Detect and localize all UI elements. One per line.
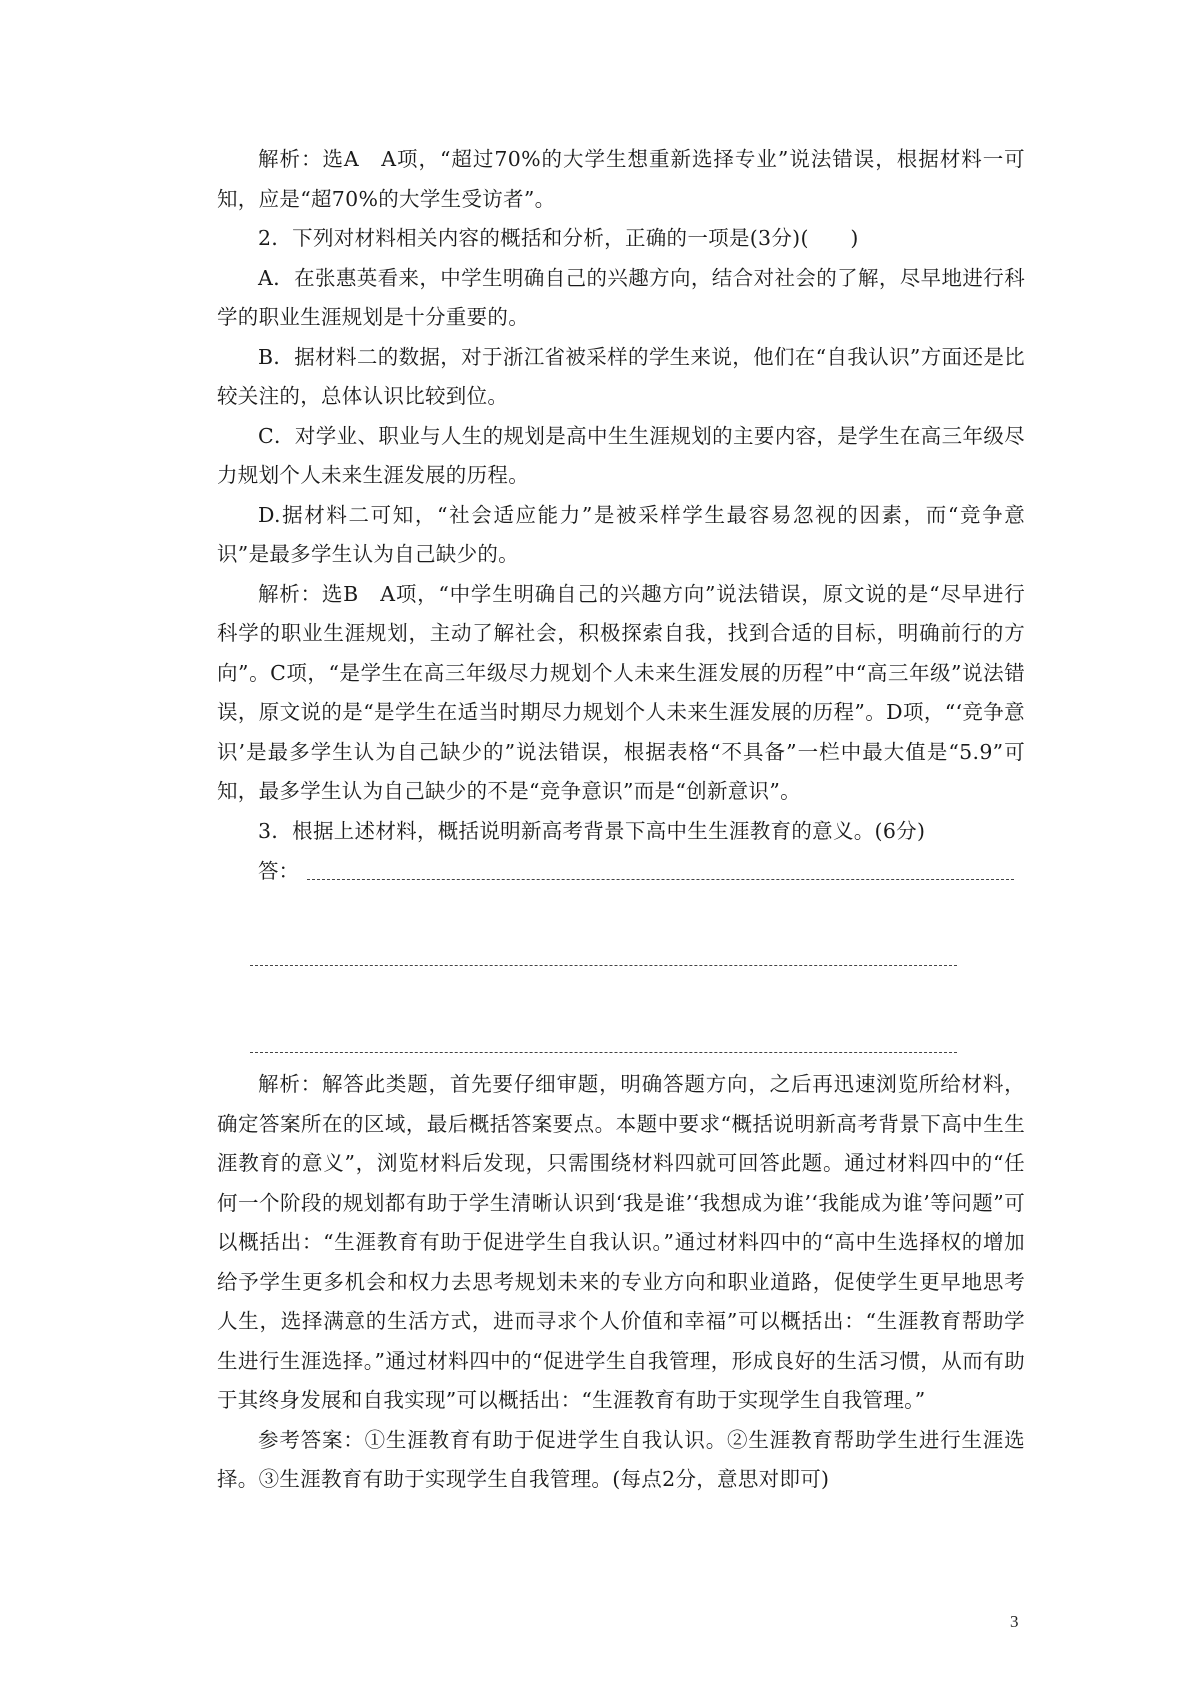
answer-row [217, 851, 1025, 891]
question-2-option-b: B．据材料二的数据，对于浙江省被采样的学生来说，他们在“自我认识”方面还是比较关注的，总体认识比较到位。 [217, 344, 1025, 408]
question-3-stem: 3．根据上述材料，概括说明新高考背景下高中生生涯教育的意义。(6分) [258, 818, 926, 843]
answer-blank-row-2 [217, 891, 1025, 978]
answer-blank-line-1 [307, 879, 1014, 880]
question-2-option-d: D.据材料二可知，“社会适应能力”是被采样学生最容易忽视的因素，而“竞争意识”是最多学生认为自己缺少的。 [217, 502, 1025, 566]
answer-blank-line-2 [250, 965, 957, 966]
question-2-option-c: C．对学业、职业与人生的规划是高中生生涯规划的主要内容，是学生在高三年级尽力规划个人未来生涯发展的历程。 [217, 423, 1025, 487]
analysis-paragraph-1: 解析：选A A项，“超过70%的大学生想重新选择专业”说法错误，根据材料一可知，应是“超70%的大学生受访者”。 [217, 147, 1025, 211]
question-2-option-a: A．在张惠英看来，中学生明确自己的兴趣方向，结合对社会的了解，尽早地进行科学的职业生涯规划是十分重要的。 [217, 265, 1025, 329]
page-number: 3 [1010, 1612, 1019, 1631]
reference-answer: 参考答案：①生涯教育有助于促进学生自我认识。②生涯教育帮助学生进行生涯选择。③生涯教育有助于实现学生自我管理。(每点2分，意思对即可) [217, 1427, 1025, 1491]
answer-blank-line-3 [250, 1052, 957, 1053]
answer-label: 答： [258, 858, 299, 883]
analysis-paragraph-3: 解析：解答此类题，首先要仔细审题，明确答题方向，之后再迅速浏览所给材料，确定答案所在的区域，最后概括答案要点。本题中要求“概括说明新高考背景下高中生生涯教育的意义”，浏览材料后发现，只需围绕材料四就可回答此题。通过材料四中的“任何一个阶段的规划都有助于学生清晰认识到‘我是谁’‘我想成为谁’‘我能成为谁’等问题”可以概括出：“生涯教育有助于促进学生自我认识。”通过材料四中的“高中生选择权的增加给予学生更多机会和权力去思考规划未来的专业方向和职业道路，促使学生更早地思考人生，选择满意的生活方式，进而寻求个人价值和幸福”可以概括出：“生涯教育帮助学生进行生涯选择。”通过材料四中的“促进学生自我管理，形成良好的生活习惯，从而有助于其终身发展和自我实现”可以概括出：“生涯教育有助于实现学生自我管理。” [217, 1072, 1025, 1412]
question-2-stem: 2．下列对材料相关内容的概括和分析，正确的一项是(3分)( ) [258, 226, 859, 250]
analysis-paragraph-2: 解析：选B A项，“中学生明确自己的兴趣方向”说法错误，原文说的是“尽早进行科学的职业生涯规划，主动了解社会，积极探索自我，找到合适的目标，明确前行的方向”。C项，“是学生在高三年级尽力规划个人未来生涯发展的历程”中“高三年级”说法错误，原文说的是“是学生在适当时期尽力规划个人未来生涯发展的历程”。D项，“‘竞争意识’是最多学生认为自己缺少的”说法错误，根据表格“不具备”一栏中最大值是“5.9”可知，最多学生认为自己缺少的不是“竞争意识”而是“创新意识”。 [217, 581, 1025, 803]
page-content [217, 140, 1025, 1500]
answer-blank-row-3 [217, 978, 1025, 1065]
